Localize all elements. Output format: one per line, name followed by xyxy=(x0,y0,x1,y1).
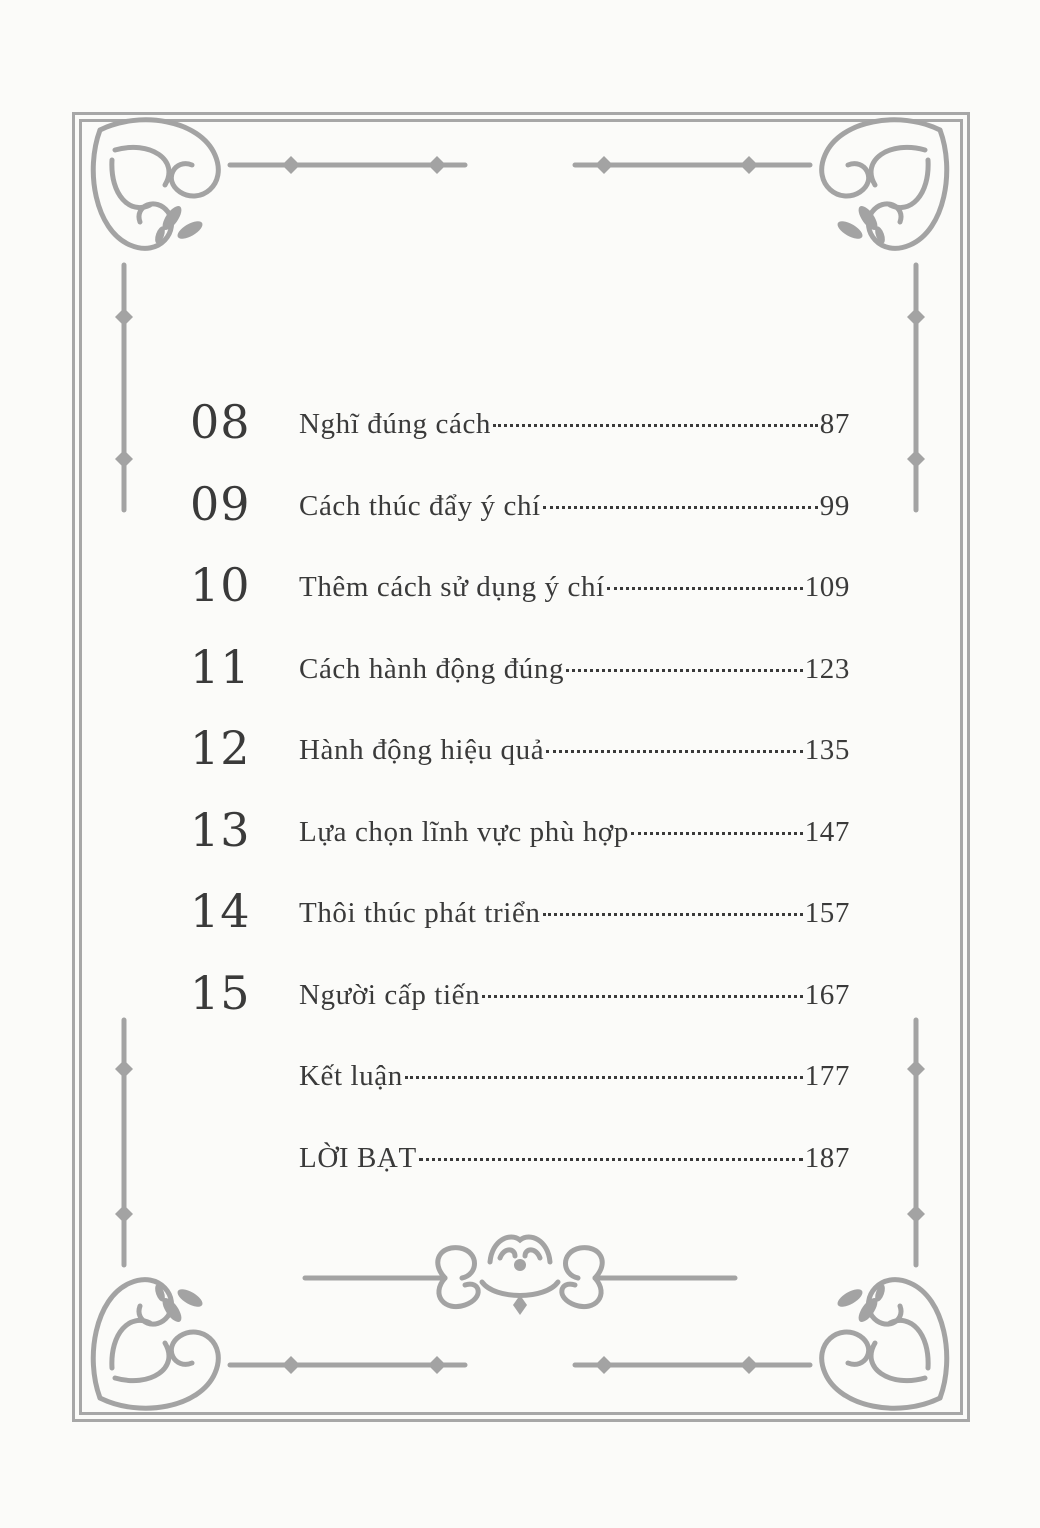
dot-leader xyxy=(405,1076,803,1079)
dot-leader xyxy=(543,913,803,916)
chapter-title: Người cấp tiến xyxy=(299,978,481,1011)
page-number: 177 xyxy=(804,1060,850,1092)
toc-row-10[interactable] xyxy=(190,555,850,637)
toc-row-14[interactable] xyxy=(190,881,850,963)
page-number: 135 xyxy=(804,734,850,766)
page-number: 123 xyxy=(804,652,850,685)
toc-entry xyxy=(299,812,850,852)
page-number: 99 xyxy=(819,489,850,522)
page-number: 157 xyxy=(804,897,850,929)
toc-row-afterword[interactable] xyxy=(190,1126,850,1208)
top-right-diamond-rule-icon xyxy=(575,156,810,174)
toc-entry xyxy=(299,486,850,526)
right-upper-diamond-rule-icon xyxy=(907,265,925,510)
table-of-contents xyxy=(190,392,850,1207)
dot-leader xyxy=(543,506,818,509)
toc-entry xyxy=(299,404,850,444)
chapter-number: 15 xyxy=(190,965,251,1020)
top-left-diamond-rule-icon xyxy=(230,156,465,174)
toc-row-conclusion[interactable] xyxy=(190,1044,850,1126)
corner-flourish-bottom-right-icon xyxy=(822,1280,947,1409)
toc-entry xyxy=(299,649,850,689)
corner-flourish-bottom-left-icon xyxy=(93,1280,218,1409)
chapter-title: Kết luận xyxy=(299,1060,403,1092)
corner-flourish-top-left-icon xyxy=(93,120,218,249)
toc-row-15[interactable] xyxy=(190,963,850,1045)
chapter-title: Hành động hiệu quả xyxy=(299,734,545,766)
toc-row-08[interactable] xyxy=(190,392,850,474)
chapter-title: Thêm cách sử dụng ý chí xyxy=(299,571,605,603)
dot-leader xyxy=(607,587,803,590)
chapter-number: 14 xyxy=(190,884,251,938)
dot-leader xyxy=(419,1158,803,1161)
toc-row-11[interactable] xyxy=(190,637,850,719)
page-number: 167 xyxy=(804,978,850,1011)
toc-row-13[interactable] xyxy=(190,800,850,882)
dot-leader xyxy=(482,995,803,998)
chapter-number: 13 xyxy=(190,802,251,857)
chapter-number: 11 xyxy=(190,639,251,694)
chapter-title: Lựa chọn lĩnh vực phù hợp xyxy=(299,815,629,848)
page-number: 147 xyxy=(804,815,850,848)
corner-flourish-top-right-icon xyxy=(822,120,947,249)
bottom-right-diamond-rule-icon xyxy=(575,1356,810,1374)
page-number: 109 xyxy=(804,571,850,603)
bottom-left-diamond-rule-icon xyxy=(230,1356,465,1374)
toc-entry xyxy=(299,1138,850,1178)
chapter-number: 12 xyxy=(190,721,251,775)
left-lower-diamond-rule-icon xyxy=(115,1020,133,1265)
left-upper-diamond-rule-icon xyxy=(115,265,133,510)
chapter-title: Cách hành động đúng xyxy=(299,652,565,685)
chapter-number: 09 xyxy=(190,476,251,531)
bottom-center-scroll-ornament-icon xyxy=(305,1237,735,1315)
chapter-title: Thôi thúc phát triển xyxy=(299,897,541,929)
toc-entry xyxy=(299,567,850,607)
toc-row-12[interactable] xyxy=(190,718,850,800)
toc-entry xyxy=(299,730,850,770)
dot-leader xyxy=(546,750,803,753)
chapter-number: 10 xyxy=(190,558,251,612)
chapter-title: Nghĩ đúng cách xyxy=(299,408,492,440)
toc-entry xyxy=(299,893,850,933)
toc-row-09[interactable] xyxy=(190,474,850,556)
right-lower-diamond-rule-icon xyxy=(907,1020,925,1265)
chapter-number: 08 xyxy=(190,395,251,449)
page-number: 87 xyxy=(819,408,850,440)
toc-entry xyxy=(299,975,850,1015)
chapter-title: Cách thúc đẩy ý chí xyxy=(299,489,541,522)
page-number: 187 xyxy=(804,1141,850,1174)
dot-leader xyxy=(631,832,803,835)
dot-leader xyxy=(566,669,803,672)
dot-leader xyxy=(493,424,818,427)
chapter-title: LỜI BẠT xyxy=(299,1141,417,1174)
toc-entry xyxy=(299,1056,850,1096)
